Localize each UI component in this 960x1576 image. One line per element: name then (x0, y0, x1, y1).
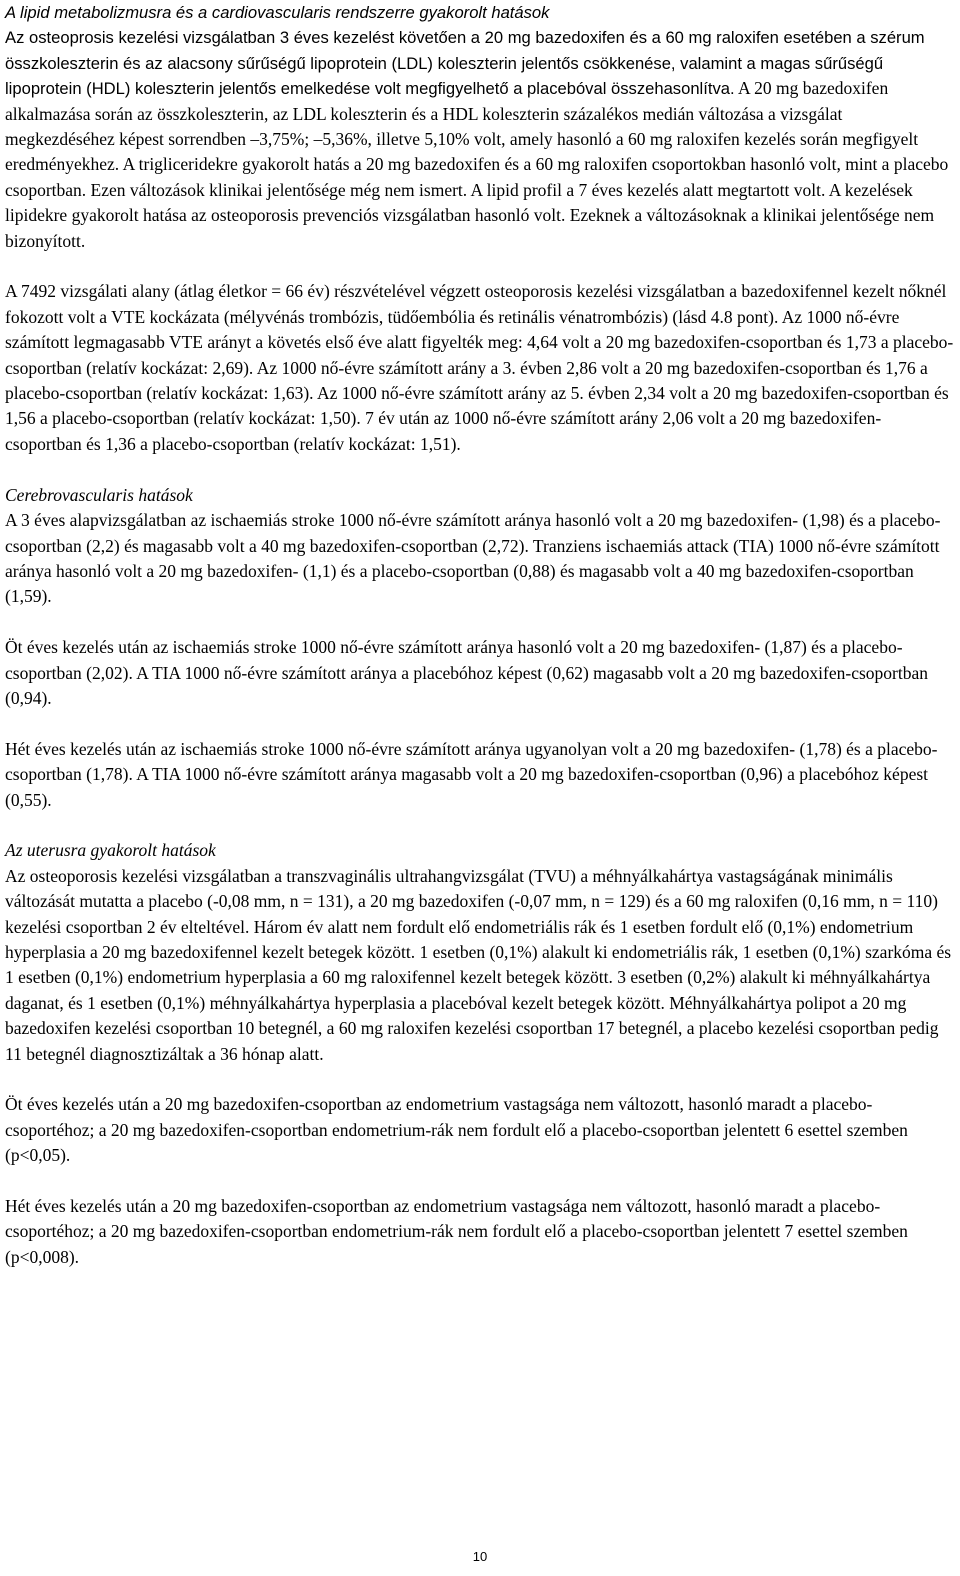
section-heading-uterus: Az uterusra gyakorolt hatások (5, 840, 216, 861)
paragraph-gap (5, 1169, 955, 1194)
paragraph-cerebro-3: Hét éves kezelés után az ischaemiás stroke 1000 nő-évre számított aránya ugyanolyan volt a 20 mg bazedoxifen- (1,78) és a placebo-csoportban (1,78). A TIA 1000 nő-évre számított aránya magasabb volt a 20 mg bazedoxifen-csoportban (0,96) a placebóhoz képest (0,55). (5, 738, 938, 810)
paragraph-lipid-1 (5, 25, 955, 254)
paragraph-gap (5, 254, 955, 279)
paragraph-lipid-1-part-b: A 20 mg bazedoxifen alkalmazása során az összkoleszterin, az LDL koleszterin és a HDL koleszterin százalékos medián változása a vizsgálat megkezdéséhez képest sorrendben –3,75%; –5,36%, illetve 5,10% volt, amely hasonló a 60 mg raloxifen kezelés során megfigyelt eredményekhez. A trigliceridekre gyakorolt hatás a 20 mg bazedoxifen és a 60 mg raloxifen csoportokban hasonló volt, mint a placebo csoportban. Ezen változások klinikai jelentősége még nem ismert. A lipid profil a 7 éves kezelés alatt megtartott volt. A kezelések lipidekre gyakorolt hatása az osteoporosis prevenciós vizsgálatban hasonló volt. Ezeknek a változásoknak a klinikai jelentősége nem bizonyított. (5, 78, 949, 251)
paragraph-gap (5, 813, 955, 838)
paragraph-cerebro-2: Öt éves kezelés után az ischaemiás stroke 1000 nő-évre számított aránya hasonló volt a 20 mg bazedoxifen- (1,87) és a placebo-csoportban (2,02). A TIA 1000 nő-évre számított aránya a placebóhoz képest (0,62) magasabb volt a 20 mg bazedoxifen-csoportban (0,94). (5, 637, 929, 708)
paragraph-gap (5, 457, 955, 482)
paragraph-lipid-1-part-a: Az osteoprosis kezelési vizsgálatban 3 éves kezelést követően a 20 mg bazedoxifen és a 60 mg raloxifen esetében a szérum összkoleszterin és az alacsony sűrűségű lipoprotein (LDL) koleszterin jelentős csökkenése, valamint a magas sűrűségű lipoprotein (HDL) koleszterin jelentős emelkedése volt megfigyelhető a placebóval összehasonlítva. (5, 28, 925, 99)
section-heading-lipid: A lipid metabolizmusra és a cardiovascularis rendszerre gyakorolt hatások (5, 3, 550, 22)
paragraph-uterus-1: Az osteoporosis kezelési vizsgálatban a transzvaginális ultrahangvizsgálat (TVU) a méhnyálkahártya vastagságának minimális változását mutatta a placebo (-0,08 mm, n = 131), a 20 mg bazedoxifen (-0,07 mm, n = 129) és a 60 mg raloxifen (0,16 mm, n = 110) kezelési csoportban 2 év elteltével. Három év alatt nem fordult elő endometriális rák és 1 esetben fordult elő (0,1%) endometrium hyperplasia a 20 mg bazedoxifennel kezelt betegek között. 1 esetben (0,1%) alakult ki endometriális rák, 1 esetben (0,1%) szarkóma és 1 esetben (0,1%) endometrium hyperplasia a 60 mg raloxifennel kezelt betegek között. 3 esetben (0,2%) alakult ki méhnyálkahártya daganat, és 1 esetben (0,1%) méhnyálkahártya hyperplasia a placebóval kezelt betegek között. Méhnyálkahártya polipot a 20 mg bazedoxifen kezelési csoportban 10 betegnél, a 60 mg raloxifen kezelési csoportban 17 betegnél, a placebo kezelési csoportban pedig 11 betegnél diagnosztizáltak a 36 hónap alatt. (5, 865, 952, 1064)
section-heading-cerebrovascular: Cerebrovascularis hatások (5, 484, 193, 505)
paragraph-gap (5, 1067, 955, 1092)
document-page (5, 0, 955, 1270)
paragraph-cerebro-1: A 3 éves alapvizsgálatban az ischaemiás stroke 1000 nő-évre számított aránya hasonló volt a 20 mg bazedoxifen- (1,98) és a placebo-csoportban (2,2) és magasabb volt a 40 mg bazedoxifen-csoportban (2,72). Tranziens ischaemiás attack (TIA) 1000 nő-évre számított aránya hasonló volt a 20 mg bazedoxifen- (1,1) és a placebo-csoportban (0,88) és magasabb volt a 40 mg bazedoxifen-csoportban (1,59). (5, 510, 941, 607)
paragraph-gap (5, 711, 955, 736)
paragraph-vte: A 7492 vizsgálati alany (átlag életkor = 66 év) részvételével végzett osteoporosis kezelési vizsgálatban a bazedoxifennel kezelt nőknél fokozott volt a VTE kockázata (mélyvénás trombózis, tüdőembólia és retinális vénatrombózis) (lásd 4.8 pont). Az 1000 nő-évre számított legmagasabb VTE arányt a követés első éve alatt figyelték meg: 4,64 volt a 20 mg bazedoxifen-csoportban és 1,73 a placebo-csoportban (relatív kockázat: 2,69). Az 1000 nő-évre számított arány a 3. évben 2,86 volt a 20 mg bazedoxifen-csoportban és 1,76 a placebo-csoportban (relatív kockázat: 1,63). Az 1000 nő-évre számított arány az 5. évben 2,34 volt a 20 mg bazedoxifen-csoportban és 1,56 a placebo-csoportban (relatív kockázat: 1,50). 7 év után az 1000 nő-évre számított arány 2,06 volt a 20 mg bazedoxifen-csoportban és 1,36 a placebo-csoportban (relatív kockázat: 1,51). (5, 281, 954, 454)
paragraph-gap (5, 610, 955, 635)
paragraph-uterus-3: Hét éves kezelés után a 20 mg bazedoxifen-csoportban az endometrium vastagsága nem változott, hasonló maradt a placebo-csoportéhoz; a 20 mg bazedoxifen-csoportban endometrium-rák nem fordult elő a placebo-csoportban jelentett 7 esettel szemben (p<0,008). (5, 1195, 908, 1267)
paragraph-uterus-2: Öt éves kezelés után a 20 mg bazedoxifen-csoportban az endometrium vastagsága nem változott, hasonló maradt a placebo-csoportéhoz; a 20 mg bazedoxifen-csoportban endometrium-rák nem fordult elő a placebo-csoportban jelentett 6 esettel szemben (p<0,05). (5, 1094, 908, 1166)
page-number: 10 (472, 1549, 488, 1564)
